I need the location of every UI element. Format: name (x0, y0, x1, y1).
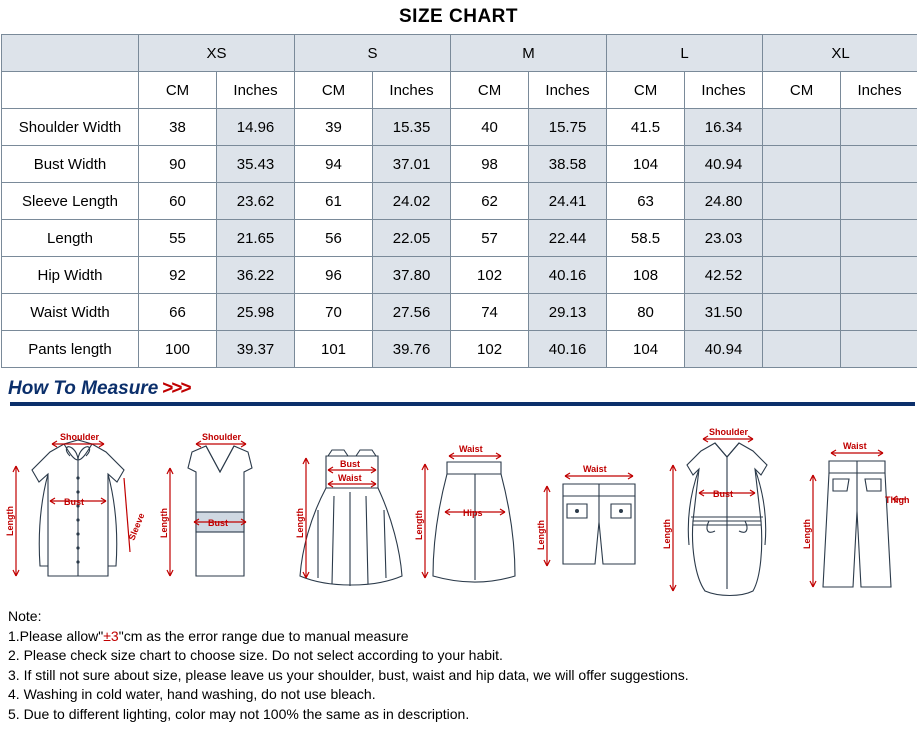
cell-xs-in: 25.98 (217, 294, 295, 331)
cell-xs-cm: 55 (139, 220, 217, 257)
figure-label-bust: Bust (207, 518, 228, 528)
unit-s-in: Inches (373, 72, 451, 109)
unit-l-cm: CM (607, 72, 685, 109)
table-row (2, 146, 917, 183)
cell-m-cm: 98 (451, 146, 529, 183)
row-label-length: Length (2, 220, 139, 257)
cell-l-in: 16.34 (685, 109, 763, 146)
cell-s-in: 15.35 (373, 109, 451, 146)
cell-xl-cm (763, 294, 841, 331)
page-title: SIZE CHART (399, 6, 518, 27)
cell-xl-cm (763, 183, 841, 220)
cell-l-in: 40.94 (685, 146, 763, 183)
cell-s-in: 22.05 (373, 220, 451, 257)
note-line-4: 4. Washing in cold water, hand washing, do not use bleach. (8, 686, 376, 702)
cell-xs-cm: 92 (139, 257, 217, 294)
unit-m-cm: CM (451, 72, 529, 109)
figure-label-sleeve: Sleeve (126, 511, 147, 542)
cell-l-cm: 104 (607, 146, 685, 183)
row-label-bust-width: Bust Width (2, 146, 139, 183)
note-line-2: 2. Please check size chart to choose size. Do not select according to your habit. (8, 647, 503, 663)
cell-l-in: 24.80 (685, 183, 763, 220)
cell-s-cm: 39 (295, 109, 373, 146)
cell-l-cm: 80 (607, 294, 685, 331)
cell-xl-cm (763, 146, 841, 183)
cell-xs-in: 39.37 (217, 331, 295, 368)
figure-label-shoulder: Shoulder (201, 432, 241, 442)
cell-m-in: 40.16 (529, 331, 607, 368)
cell-xl-in (841, 183, 917, 220)
cell-m-cm: 102 (451, 331, 529, 368)
cell-xl-in (841, 109, 917, 146)
figure-label-length: Length (158, 508, 169, 538)
figure-skirt (411, 426, 527, 601)
cell-l-cm: 58.5 (607, 220, 685, 257)
cell-xs-in: 21.65 (217, 220, 295, 257)
figure-shorts (531, 426, 653, 601)
figure-label-length: Length (5, 506, 15, 536)
cell-s-cm: 70 (295, 294, 373, 331)
cell-m-cm: 102 (451, 257, 529, 294)
row-label-hip-width: Hip Width (2, 257, 139, 294)
table-header-sizes (2, 35, 917, 72)
cell-m-in: 22.44 (529, 220, 607, 257)
cell-m-cm: 57 (451, 220, 529, 257)
figure-label-shoulder: Shoulder (60, 432, 100, 442)
how-to-measure-title: How To Measure (8, 378, 159, 399)
cell-xs-cm: 66 (139, 294, 217, 331)
cell-l-in: 42.52 (685, 257, 763, 294)
table-row (2, 257, 917, 294)
figure-pants (801, 421, 913, 601)
cell-l-cm: 63 (607, 183, 685, 220)
cell-s-in: 24.02 (373, 183, 451, 220)
cell-s-in: 37.80 (373, 257, 451, 294)
cell-xl-cm (763, 109, 841, 146)
cell-s-cm: 94 (295, 146, 373, 183)
cell-s-cm: 61 (295, 183, 373, 220)
figure-label-waist: Waist (337, 473, 362, 483)
cell-m-in: 40.16 (529, 257, 607, 294)
cell-xs-cm: 90 (139, 146, 217, 183)
cell-l-in: 23.03 (685, 220, 763, 257)
figure-blouse (4, 426, 152, 601)
unit-l-in: Inches (685, 72, 763, 109)
unit-xl-cm: CM (763, 72, 841, 109)
figure-label-waist: Waist (583, 464, 607, 474)
size-header-l: L (607, 35, 763, 72)
cell-xs-in: 14.96 (217, 109, 295, 146)
cell-s-in: 39.76 (373, 331, 451, 368)
figure-label-length: Length (414, 510, 425, 540)
cell-m-cm: 62 (451, 183, 529, 220)
cell-m-in: 15.75 (529, 109, 607, 146)
table-header-units (2, 72, 917, 109)
cell-s-cm: 101 (295, 331, 373, 368)
measurement-figures (0, 406, 917, 601)
cell-s-in: 37.01 (373, 146, 451, 183)
cell-xs-in: 23.62 (217, 183, 295, 220)
row-label-pants-length: Pants length (2, 331, 139, 368)
notes-section (0, 601, 917, 724)
table-row (2, 183, 917, 220)
cell-xs-in: 36.22 (217, 257, 295, 294)
size-chart-table (1, 34, 917, 368)
notes-heading: Note: (8, 608, 42, 624)
cell-xl-in (841, 294, 917, 331)
divider (10, 402, 915, 406)
row-label-sleeve-length: Sleeve Length (2, 183, 139, 220)
figure-label-thigh: Thigh (884, 495, 910, 505)
note-line-3: 3. If still not sure about size, please leave us your shoulder, bust, waist and hip data, we will offer suggestions. (8, 666, 689, 683)
size-header-xl: XL (763, 35, 917, 72)
cell-s-in: 27.56 (373, 294, 451, 331)
figure-label-hips: Hips (463, 508, 483, 518)
cell-m-in: 24.41 (529, 183, 607, 220)
figure-label-bust: Bust (339, 459, 360, 469)
unit-xs-cm: CM (139, 72, 217, 109)
figure-label-bust: Bust (713, 489, 734, 499)
cell-l-in: 40.94 (685, 331, 763, 368)
cell-xl-in (841, 146, 917, 183)
table-row (2, 109, 917, 146)
cell-s-cm: 56 (295, 220, 373, 257)
note-line-1: 1.Please allow"±3"cm as the error range due to manual measure (8, 627, 409, 644)
unit-xs-in: Inches (217, 72, 295, 109)
figure-dress (288, 426, 408, 601)
cell-m-cm: 74 (451, 294, 529, 331)
figure-label-waist: Waist (842, 441, 867, 451)
cell-xl-in (841, 257, 917, 294)
table-row (2, 294, 917, 331)
cell-m-in: 29.13 (529, 294, 607, 331)
cell-l-cm: 108 (607, 257, 685, 294)
figure-label-length: Length (662, 519, 673, 549)
cell-xs-cm: 60 (139, 183, 217, 220)
unit-corner-cell (2, 72, 139, 109)
cell-xl-in (841, 331, 917, 368)
cell-m-cm: 40 (451, 109, 529, 146)
cell-m-in: 38.58 (529, 146, 607, 183)
cell-xl-cm (763, 331, 841, 368)
size-header-s: S (295, 35, 451, 72)
row-label-shoulder-width: Shoulder Width (2, 109, 139, 146)
cell-xs-in: 35.43 (217, 146, 295, 183)
unit-m-in: Inches (529, 72, 607, 109)
arrows-icon: >>> (162, 378, 190, 399)
cell-xl-cm (763, 257, 841, 294)
cell-l-in: 31.50 (685, 294, 763, 331)
figure-label-shoulder: Shoulder (709, 427, 749, 437)
cell-xl-cm (763, 220, 841, 257)
unit-xl-in: Inches (841, 72, 917, 109)
table-row (2, 331, 917, 368)
row-label-waist-width: Waist Width (2, 294, 139, 331)
figure-label-bust: Bust (64, 497, 84, 507)
size-header-m: M (451, 35, 607, 72)
cell-xl-in (841, 220, 917, 257)
cell-l-cm: 41.5 (607, 109, 685, 146)
cell-s-cm: 96 (295, 257, 373, 294)
figure-coat (657, 421, 797, 601)
figure-label-length: Length (801, 519, 812, 549)
corner-cell (2, 35, 139, 72)
figure-tank-top (156, 426, 284, 601)
cell-xs-cm: 100 (139, 331, 217, 368)
figure-label-length: Length (294, 508, 305, 538)
cell-xs-cm: 38 (139, 109, 217, 146)
figure-label-length: Length (536, 520, 547, 550)
note-line-5: 5. Due to different lighting, color may not 100% the same as in description. (8, 705, 470, 722)
figure-label-waist: Waist (459, 444, 484, 454)
table-row (2, 220, 917, 257)
unit-s-cm: CM (295, 72, 373, 109)
how-to-measure-section (0, 378, 917, 406)
cell-l-cm: 104 (607, 331, 685, 368)
size-header-xs: XS (139, 35, 295, 72)
